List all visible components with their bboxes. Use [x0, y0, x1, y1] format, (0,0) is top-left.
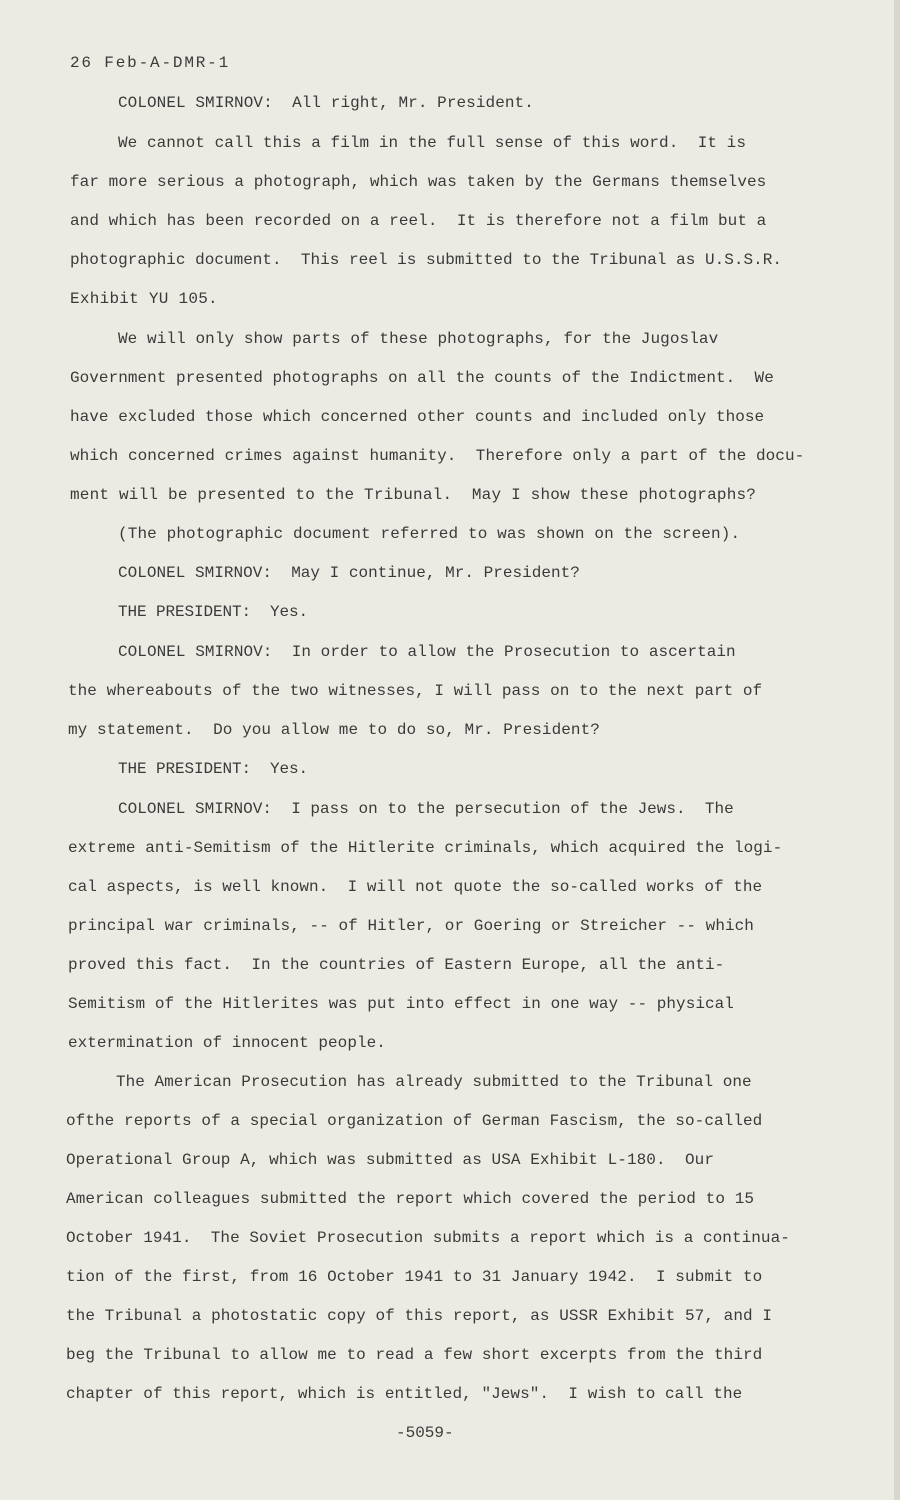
text-line: proved this fact. In the countries of Eastern Europe, all the anti-: [68, 956, 725, 974]
text-line: the Tribunal a photostatic copy of this report, as USSR Exhibit 57, and I: [66, 1307, 773, 1325]
page-edge: [894, 0, 900, 1500]
stage-direction: (The photographic document referred to was shown on the screen).: [118, 525, 741, 543]
text-line: principal war criminals, -- of Hitler, or Goering or Streicher -- which: [68, 917, 754, 935]
text-line: chapter of this report, which is entitled, "Jews". I wish to call the: [66, 1385, 743, 1403]
text-line: extreme anti-Semitism of the Hitlerite criminals, which acquired the logi-: [68, 839, 783, 857]
text-line: COLONEL SMIRNOV: May I continue, Mr. President?: [118, 564, 580, 582]
page-number: -5059-: [396, 1424, 454, 1442]
text-line: We will only show parts of these photographs, for the Jugoslav: [118, 330, 719, 348]
text-line: COLONEL SMIRNOV: All right, Mr. President.: [118, 94, 534, 112]
text-line: which concerned crimes against humanity. Therefore only a part of the docu-: [70, 447, 805, 465]
text-line: cal aspects, is well known. I will not quote the so-called works of the: [68, 878, 763, 896]
text-line: Exhibit YU 105.: [70, 290, 218, 308]
text-line: Government presented photographs on all the counts of the Indictment. We: [70, 369, 774, 387]
text-line: beg the Tribunal to allow me to read a few short excerpts from the third: [66, 1346, 763, 1364]
text-line: American colleagues submitted the report which covered the period to 15: [66, 1190, 755, 1208]
text-line: tion of the first, from 16 October 1941 to 31 January 1942. I submit to: [66, 1268, 763, 1286]
text-line: COLONEL SMIRNOV: In order to allow the Prosecution to ascertain: [118, 643, 736, 661]
text-line: and which has been recorded on a reel. It is therefore not a film but a: [70, 212, 767, 230]
text-line: Semitism of the Hitlerites was put into effect in one way -- physical: [68, 995, 734, 1013]
text-line: the whereabouts of the two witnesses, I will pass on to the next part of: [68, 682, 763, 700]
text-line: We cannot call this a film in the full sense of this word. It is: [118, 134, 747, 152]
text-line: far more serious a photograph, which was taken by the Germans themselves: [70, 173, 767, 191]
text-line: Operational Group A, which was submitted as USA Exhibit L-180. Our: [66, 1151, 714, 1169]
text-line: have excluded those which concerned other counts and included only those: [70, 408, 765, 426]
text-line: ment will be presented to the Tribunal. May I show these photographs?: [70, 486, 757, 504]
text-line: THE PRESIDENT: Yes.: [118, 760, 309, 778]
text-line: extermination of innocent people.: [68, 1034, 386, 1052]
header-reference: 26 Feb-A-DMR-1: [70, 54, 231, 72]
text-line: ofthe reports of a special organization of German Fascism, the so-called: [66, 1112, 763, 1130]
text-line: photographic document. This reel is submitted to the Tribunal as U.S.S.R.: [70, 251, 782, 269]
text-line: my statement. Do you allow me to do so, Mr. President?: [68, 721, 600, 739]
text-line: October 1941. The Soviet Prosecution submits a report which is a continua-: [66, 1229, 790, 1247]
text-line: COLONEL SMIRNOV: I pass on to the persecution of the Jews. The: [118, 800, 734, 818]
text-line: The American Prosecution has already submitted to the Tribunal one: [116, 1073, 752, 1091]
text-line: THE PRESIDENT: Yes.: [118, 603, 309, 621]
